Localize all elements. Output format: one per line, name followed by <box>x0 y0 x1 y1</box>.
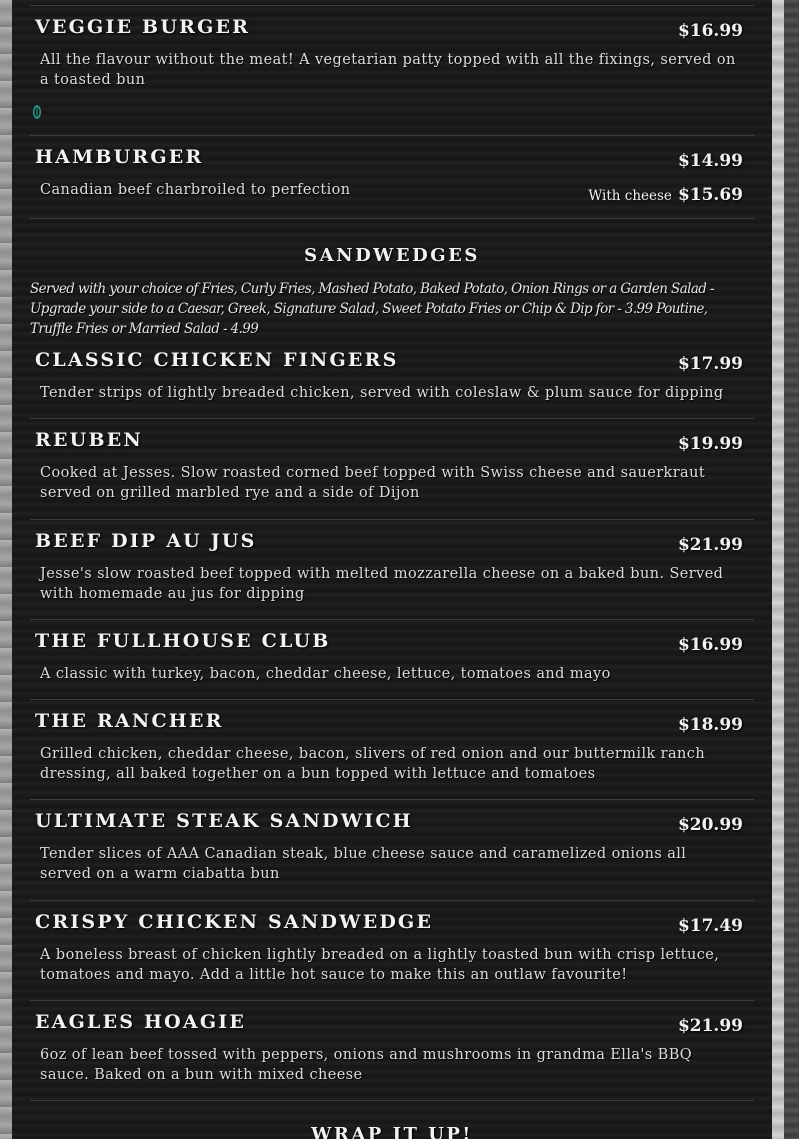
item-desc-eagles-hoagie: 6oz of lean beef tossed with peppers, onions and mushrooms in grandma Ella's BBQ sauce. Baked on a bun with mixed cheese <box>40 1047 693 1083</box>
item-price-beef-dip-au-jus: $21.99 <box>677 535 743 555</box>
item-price-hamburger: $14.99 <box>677 151 743 171</box>
item-name-the-rancher: THE RANCHER <box>35 710 224 732</box>
section-title-wrap-it-up: WRAP IT UP! <box>311 1124 473 1139</box>
item-name-the-fullhouse-club: THE FULLHOUSE CLUB <box>35 630 331 652</box>
right-wood-strip <box>772 0 784 1139</box>
cheese-option <box>588 185 743 205</box>
divider <box>30 5 754 6</box>
item-desc-the-rancher: Grilled chicken, cheddar cheese, bacon, slivers of red onion and our buttermilk ranch dressing, all baked together on a bun topped with lettuce and tomatoes <box>40 746 706 782</box>
item-desc-crispy-chicken-sandwedge: A boneless breast of chicken lightly breaded on a lightly toasted bun with crisp lettuce, tomatoes and mayo. Add a little hot sauce to make this an outlaw favourite! <box>40 947 720 983</box>
item-name-classic-chicken-fingers: CLASSIC CHICKEN FINGERS <box>35 349 399 371</box>
item-price-the-fullhouse-club: $16.99 <box>677 635 743 655</box>
item-desc-beef-dip-au-jus: Jesse's slow roasted beef topped with melted mozzarella cheese on a baked bun. Served with homemade au jus for dipping <box>40 566 724 602</box>
item-desc-reuben: Cooked at Jesses. Slow roasted corned beef topped with Swiss cheese and sauerkraut served on grilled marbled rye and a side of Dijon <box>40 465 706 501</box>
item-name-veggie-burger: VEGGIE BURGER <box>35 16 251 38</box>
item-price-ultimate-steak-sandwich: $20.99 <box>677 815 743 835</box>
divider <box>30 619 754 620</box>
item-name-reuben: REUBEN <box>35 429 143 451</box>
item-price-crispy-chicken-sandwedge: $17.49 <box>677 916 743 936</box>
cheese-price: $15.69 <box>677 185 743 205</box>
divider <box>30 699 754 700</box>
leaf-icon <box>33 105 41 119</box>
divider <box>30 799 754 800</box>
item-name-ultimate-steak-sandwich: ULTIMATE STEAK SANDWICH <box>35 810 413 832</box>
divider <box>30 519 754 520</box>
divider <box>30 1100 754 1101</box>
section-note-sandwedges: Served with your choice of Fries, Curly Fries, Mashed Potato, Baked Potato, Onion Rings or a Garden Salad - Upgrade your side to a Caesar, Greek, Signature Salad, Sweet Potato Fries or Chip & Dip for - 3.99 Poutine, Truffle Fries or Married Salad - 4.99 <box>30 281 715 337</box>
divider <box>30 218 754 219</box>
item-desc-veggie-burger: All the flavour without the meat! A vegetarian patty topped with all the fixings, served on a toasted bun <box>40 52 736 88</box>
section-title-sandwedges: SANDWEDGES <box>304 245 480 266</box>
item-desc-hamburger: Canadian beef charbroiled to perfection <box>40 182 351 198</box>
item-price-reuben: $19.99 <box>677 434 743 454</box>
item-name-beef-dip-au-jus: BEEF DIP AU JUS <box>35 530 257 552</box>
item-desc-the-fullhouse-club: A classic with turkey, bacon, cheddar cheese, lettuce, tomatoes and mayo <box>40 666 611 682</box>
item-desc-classic-chicken-fingers: Tender strips of lightly breaded chicken, served with coleslaw & plum sauce for dipping <box>40 385 724 401</box>
divider <box>30 900 754 901</box>
item-name-crispy-chicken-sandwedge: CRISPY CHICKEN SANDWEDGE <box>35 911 434 933</box>
divider <box>30 1000 754 1001</box>
divider <box>30 135 754 136</box>
item-price-classic-chicken-fingers: $17.99 <box>677 354 743 374</box>
item-price-the-rancher: $18.99 <box>677 715 743 735</box>
divider <box>30 418 754 419</box>
menu-panel <box>12 0 772 1139</box>
right-dark-edge <box>784 0 799 1139</box>
cheese-label: With cheese <box>588 188 672 204</box>
item-price-eagles-hoagie: $21.99 <box>677 1016 743 1036</box>
item-price-veggie-burger: $16.99 <box>677 21 743 41</box>
item-desc-ultimate-steak-sandwich: Tender slices of AAA Canadian steak, blue cheese sauce and caramelized onions all served on a warm ciabatta bun <box>40 846 687 882</box>
item-name-hamburger: HAMBURGER <box>35 146 204 168</box>
item-name-eagles-hoagie: EAGLES HOAGIE <box>35 1011 247 1033</box>
